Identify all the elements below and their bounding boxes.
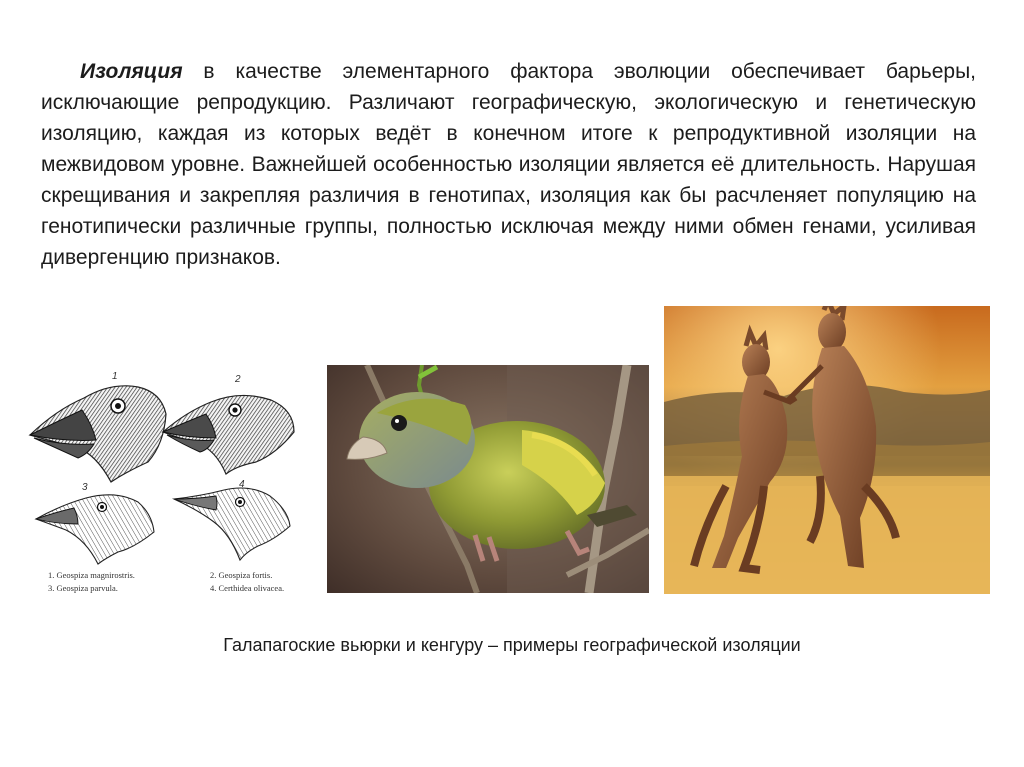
finch-number-3: 3 bbox=[82, 482, 88, 493]
greenfinch-photo bbox=[327, 365, 649, 593]
finch-number-2: 2 bbox=[235, 374, 241, 385]
finch-legend-3: 3. Geospiza parvula. bbox=[48, 583, 118, 593]
isolation-paragraph bbox=[41, 56, 976, 273]
darwin-finches-illustration bbox=[26, 362, 304, 602]
finch-number-4: 4 bbox=[239, 479, 245, 490]
finch-head-2 bbox=[163, 395, 294, 474]
finch-number-1: 1 bbox=[112, 371, 118, 382]
finch-head-1 bbox=[30, 386, 166, 482]
isolation-text: в качестве элементарного фактора эволюции обеспечивает барьеры, исключающие репродукцию. Различают географическую, экологическую и генетическую изоляцию, каждая из которых ведёт в конечном итоге к репродуктивной изоляции на межвидовом уровне. Важнейшей особенностью изоляции является её длительность. Нарушая скрещивания и закрепляя различия в генотипах, изоляция как бы расчленяет популяцию на генотипически различные группы, полностью исключая между ними обмен генами, усиливая дивергенцию признаков. bbox=[41, 60, 976, 269]
finch-legend-2: 2. Geospiza fortis. bbox=[210, 570, 273, 580]
isolation-term: Изоляция bbox=[80, 60, 183, 83]
finch-legend-4: 4. Certhidea olivacea. bbox=[210, 583, 285, 593]
finch-head-3 bbox=[36, 495, 154, 564]
figure-caption: Галапагоские вьюрки и кенгуру – примеры географической изоляции bbox=[223, 635, 801, 655]
finch-head-4 bbox=[174, 488, 290, 560]
kangaroo-photo bbox=[664, 306, 990, 594]
finch-legend-1: 1. Geospiza magnirostris. bbox=[48, 570, 135, 580]
